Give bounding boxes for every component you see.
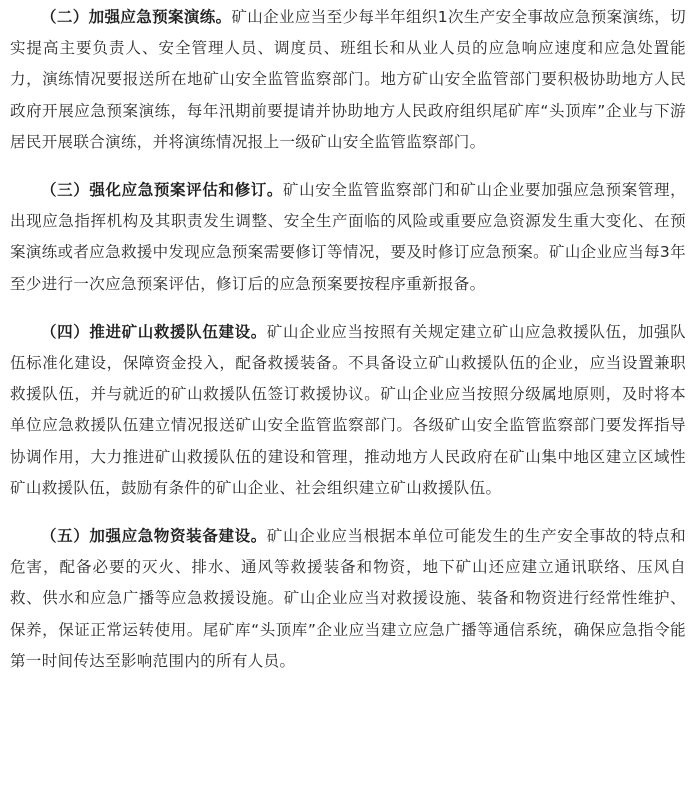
document-body bbox=[10, 2, 686, 677]
paragraph-heading: （四）推进矿山救援队伍建设。 bbox=[41, 322, 267, 341]
paragraph-text: 矿山安全监管监察部门和矿山企业要加强应急预案管理，出现应急指挥机构及其职责发生调整、安全生产面临的风险或重要应急资源发生重大变化、在预案演练或者应急救援中发现应急预案需要修订等情况，要及时修订应急预案。矿山企业应当每3年至少进行一次应急预案评估，修订后的应急预案要按程序重新报备。 bbox=[10, 181, 686, 293]
paragraph-evaluation bbox=[10, 175, 686, 300]
paragraph-heading: （二）加强应急预案演练。 bbox=[41, 8, 232, 26]
paragraph-drill bbox=[10, 2, 686, 158]
paragraph-rescue-team bbox=[10, 317, 686, 504]
paragraph-heading: （三）强化应急预案评估和修订。 bbox=[41, 181, 283, 200]
paragraph-text: 矿山企业应当根据本单位可能发生的生产安全事故的特点和危害，配备必要的灭火、排水、通风等救援装备和物资，地下矿山还应建立通讯联络、压风自救、供水和应急广播等应急救援设施。矿山企业应当对救援设施、装备和物资进行经常性维护、保养，保证正常运转使用。尾矿库“头顶库”企业应当建立应急广播等通信系统，确保应急指令能第一时间传达至影响范围内的所有人员。 bbox=[10, 527, 687, 670]
paragraph-text: 矿山企业应当按照有关规定建立矿山应急救援队伍，加强队伍标准化建设，保障资金投入，配备救援装备。不具备设立矿山救援队伍的企业，应当设置兼职救援队伍，并与就近的矿山救援队伍签订救援协议。矿山企业应当按照分级属地原则，及时将本单位应急救援队伍建立情况报送矿山安全监管监察部门。各级矿山安全监管监察部门要发挥指导协调作用，大力推进矿山救援队伍的建设和管理，推动地方人民政府在矿山集中地区建立区域性矿山救援队伍，鼓励有条件的矿山企业、社会组织建立矿山救援队伍。 bbox=[10, 322, 687, 497]
paragraph-text: 矿山企业应当至少每半年组织1次生产安全事故应急预案演练，切实提高主要负责人、安全管理人员、调度员、班组长和从业人员的应急响应速度和应急处置能力，演练情况要报送所在地矿山安全监管监察部门。地方矿山安全监管部门要积极协助地方人民政府开展应急预案演练，每年汛期前要提请并协助地方人民政府组织尾矿库“头顶库”企业与下游居民开展联合演练，并将演练情况报上一级矿山安全监管监察部门。 bbox=[10, 8, 686, 151]
paragraph-supplies bbox=[10, 521, 686, 677]
paragraph-heading: （五）加强应急物资装备建设。 bbox=[41, 527, 267, 546]
